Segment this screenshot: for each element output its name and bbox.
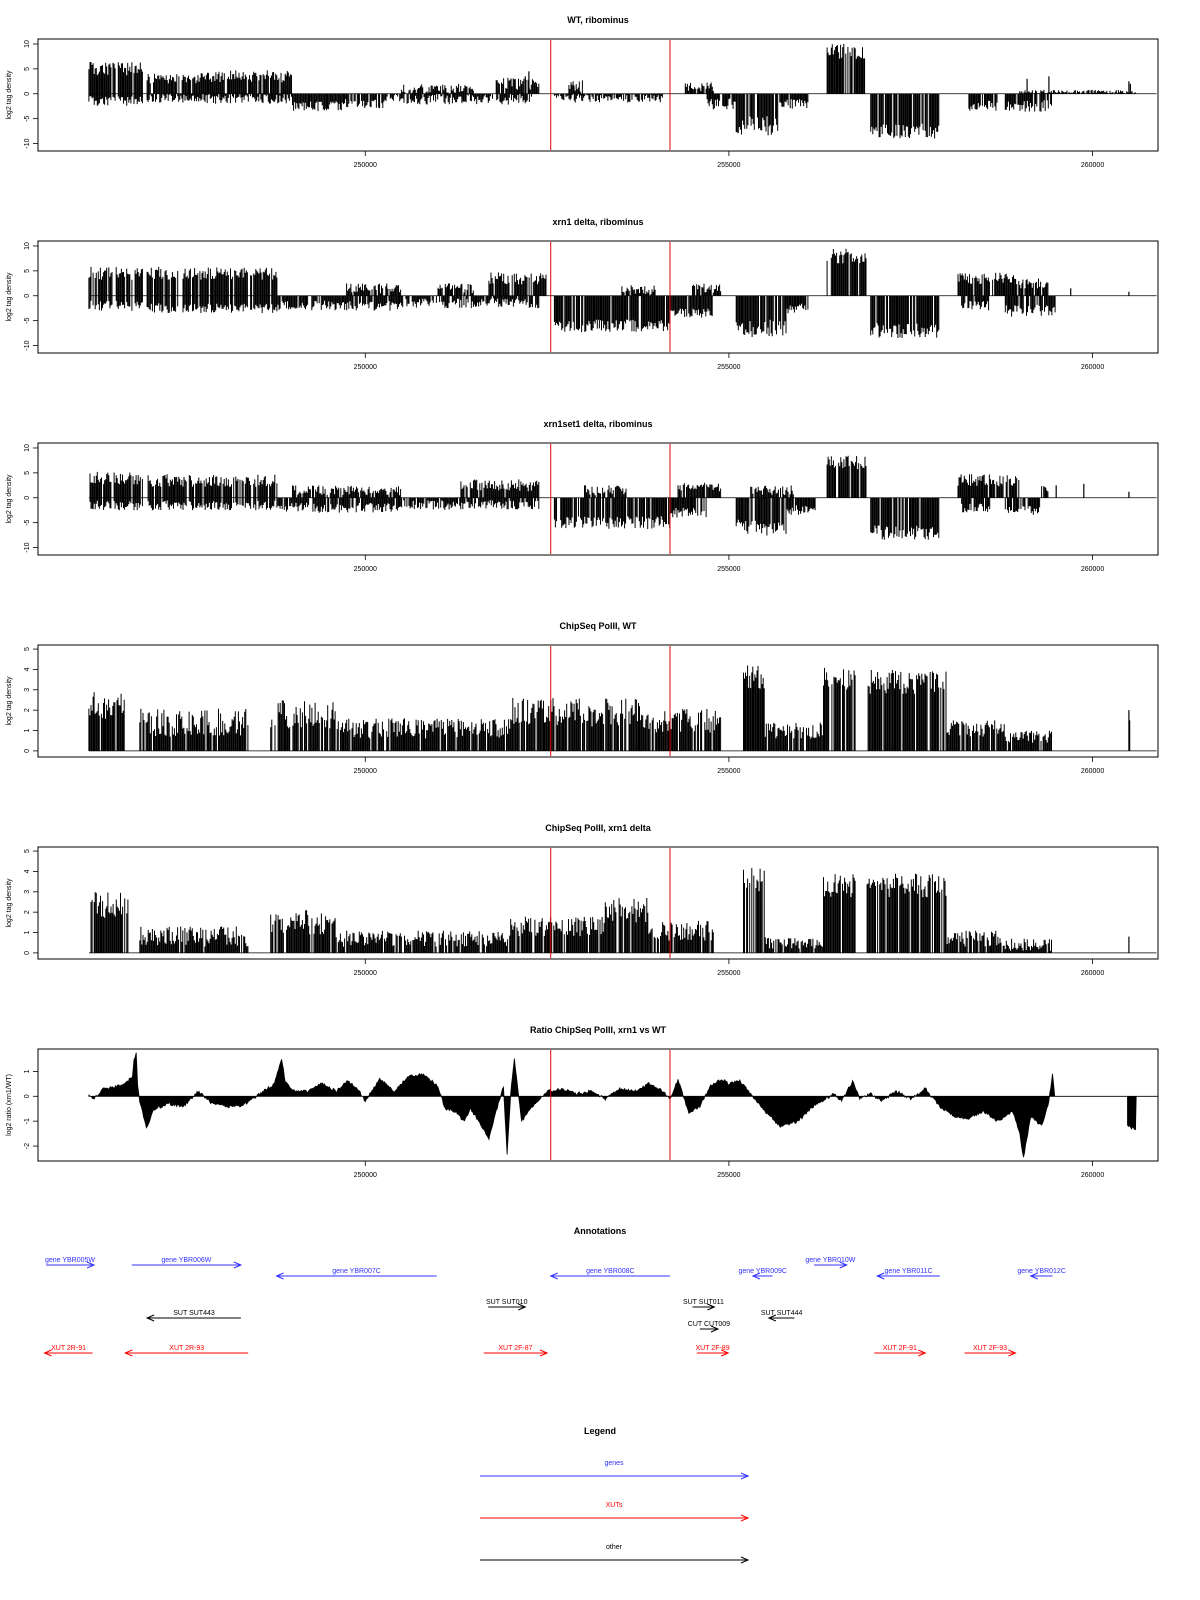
y-tick-label: 5	[24, 66, 31, 71]
x-tick-label: 250000	[353, 566, 377, 573]
y-axis-label: log2 ratio (xrn1/WT)	[6, 1074, 13, 1136]
y-tick-label: 5	[24, 268, 31, 273]
feature-label: gene YBR011C	[884, 1268, 933, 1275]
positive-bars	[89, 249, 1048, 296]
y-axis-label: log2 tag density	[6, 878, 13, 928]
feature-label: CUT CUT009	[687, 1321, 731, 1328]
y-axis-label: log2 tag density	[6, 474, 13, 524]
feature-gene	[45, 1257, 95, 1268]
legend-title: Legend	[583, 1426, 617, 1436]
y-tick-label: 0	[24, 1094, 31, 1099]
feature-xut	[874, 1345, 925, 1356]
feature-xut	[125, 1345, 248, 1356]
feature-label: XUT 2F-89	[695, 1345, 730, 1352]
feature-gene	[551, 1268, 670, 1279]
positive-bars	[89, 44, 1135, 94]
legend-item-gene	[480, 1460, 748, 1479]
panel-4	[6, 621, 1158, 775]
x-tick-label: 250000	[353, 970, 377, 977]
y-tick-label: 10	[24, 444, 31, 452]
y-tick-label: 3	[24, 687, 31, 692]
feature-label: gene YBR008C	[586, 1268, 635, 1275]
panel-1	[6, 15, 1158, 169]
y-tick-label: -5	[24, 115, 31, 122]
y-axis-label: log2 tag density	[6, 70, 13, 120]
x-tick-label: 260000	[1080, 970, 1105, 977]
y-tick-label: 5	[24, 470, 31, 475]
feature-label: SUT SUT443	[173, 1310, 215, 1317]
y-tick-label: 0	[24, 748, 31, 753]
feature-label: XUT 2R-91	[51, 1345, 86, 1352]
feature-xut	[45, 1345, 93, 1356]
positive-bars	[91, 868, 1052, 953]
legend-item-xut	[480, 1502, 748, 1521]
negative-bars	[89, 94, 1052, 139]
x-tick-label: 255000	[717, 162, 741, 169]
y-tick-label: 4	[24, 667, 31, 672]
x-tick-label: 255000	[717, 768, 741, 775]
feature-gene	[877, 1268, 940, 1279]
y-tick-label: 0	[24, 293, 31, 298]
feature-label: gene YBR006W	[161, 1257, 212, 1264]
y-tick-label: -10	[24, 138, 31, 149]
y-axis-label: log2 tag density	[6, 272, 13, 322]
y-tick-label: 1	[24, 1069, 31, 1074]
y-tick-label: 5	[24, 647, 31, 652]
panel-title: ChipSeq PolII, xrn1 delta	[545, 823, 651, 833]
feature-other	[688, 1321, 730, 1332]
legend-label: genes	[604, 1460, 624, 1467]
feature-label: SUT SUT444	[760, 1310, 803, 1317]
x-tick-label: 260000	[1080, 1172, 1105, 1179]
legend-label: XUTs	[605, 1502, 623, 1509]
legend	[480, 1426, 748, 1563]
negative-bars	[90, 498, 1040, 540]
panel-6	[6, 1025, 1158, 1179]
x-tick-label: 250000	[353, 1172, 377, 1179]
feature-label: SUT SUT010	[485, 1299, 528, 1306]
feature-label: gene YBR009C	[738, 1268, 787, 1275]
y-tick-label: -1	[24, 1118, 31, 1125]
y-tick-label: 4	[24, 869, 31, 874]
feature-label: XUT 2F-93	[972, 1345, 1008, 1352]
y-tick-label: -10	[24, 542, 31, 553]
x-tick-label: 260000	[1080, 364, 1105, 371]
annotations-track	[45, 1226, 1066, 1356]
feature-gene	[277, 1268, 437, 1279]
positive-bars	[90, 456, 1048, 498]
feature-xut	[695, 1345, 729, 1356]
feature-xut	[965, 1345, 1016, 1356]
panel-title: WT, ribominus	[567, 15, 629, 25]
feature-other	[683, 1299, 724, 1310]
y-axis-label: log2 tag density	[6, 676, 13, 726]
x-tick-label: 250000	[353, 768, 377, 775]
feature-label: gene YBR005W	[44, 1257, 96, 1264]
x-tick-label: 260000	[1080, 162, 1105, 169]
feature-other	[486, 1299, 528, 1310]
negative-bars	[89, 296, 1055, 338]
panel-5	[6, 823, 1158, 977]
panel-title: xrn1set1 delta, ribominus	[543, 419, 653, 429]
y-tick-label: 2	[24, 708, 31, 713]
y-tick-label: -5	[24, 519, 31, 526]
feature-label: XUT 2F-87	[498, 1345, 533, 1352]
feature-gene	[805, 1257, 855, 1268]
positive-bars	[89, 666, 1052, 751]
y-tick-label: 10	[24, 242, 31, 250]
annotations-title: Annotations	[573, 1226, 627, 1236]
y-tick-label: 2	[24, 910, 31, 915]
legend-item-other	[480, 1544, 748, 1563]
feature-xut	[484, 1345, 547, 1356]
panel-title: Ratio ChipSeq PolII, xrn1 vs WT	[529, 1025, 667, 1035]
feature-label: gene YBR007C	[332, 1268, 381, 1275]
y-tick-label: 5	[24, 849, 31, 854]
feature-label: gene YBR010W	[805, 1257, 856, 1264]
y-tick-label: 1	[24, 728, 31, 733]
legend-label: other	[606, 1544, 622, 1551]
panel-2	[6, 217, 1158, 371]
feature-other	[761, 1310, 803, 1321]
y-tick-label: 10	[24, 40, 31, 48]
x-tick-label: 250000	[353, 364, 377, 371]
x-tick-label: 255000	[717, 970, 741, 977]
x-tick-label: 255000	[717, 1172, 741, 1179]
feature-label: XUT 2F-91	[882, 1345, 917, 1352]
y-tick-label: 1	[24, 930, 31, 935]
x-tick-label: 255000	[717, 566, 741, 573]
feature-gene	[1017, 1268, 1066, 1279]
y-tick-label: -5	[24, 317, 31, 324]
y-tick-label: 0	[24, 495, 31, 500]
x-tick-label: 260000	[1080, 768, 1105, 775]
x-tick-label: 250000	[353, 162, 377, 169]
feature-label: XUT 2R-93	[169, 1345, 205, 1352]
panel-title: xrn1 delta, ribominus	[552, 217, 644, 227]
y-tick-label: 0	[24, 91, 31, 96]
feature-gene	[132, 1257, 241, 1268]
panel-3	[6, 419, 1158, 573]
y-tick-label: -2	[24, 1142, 31, 1150]
y-tick-label: 3	[24, 889, 31, 894]
x-tick-label: 260000	[1080, 566, 1105, 573]
x-tick-label: 255000	[717, 364, 741, 371]
y-tick-label: -10	[24, 340, 31, 351]
feature-label: SUT SUT011	[682, 1299, 724, 1306]
feature-gene	[738, 1268, 787, 1279]
ratio-area	[89, 1053, 1158, 1158]
y-tick-label: 0	[24, 950, 31, 955]
feature-label: gene YBR012C	[1017, 1268, 1066, 1275]
feature-other	[147, 1310, 241, 1321]
panel-title: ChipSeq PolII, WT	[559, 621, 637, 631]
